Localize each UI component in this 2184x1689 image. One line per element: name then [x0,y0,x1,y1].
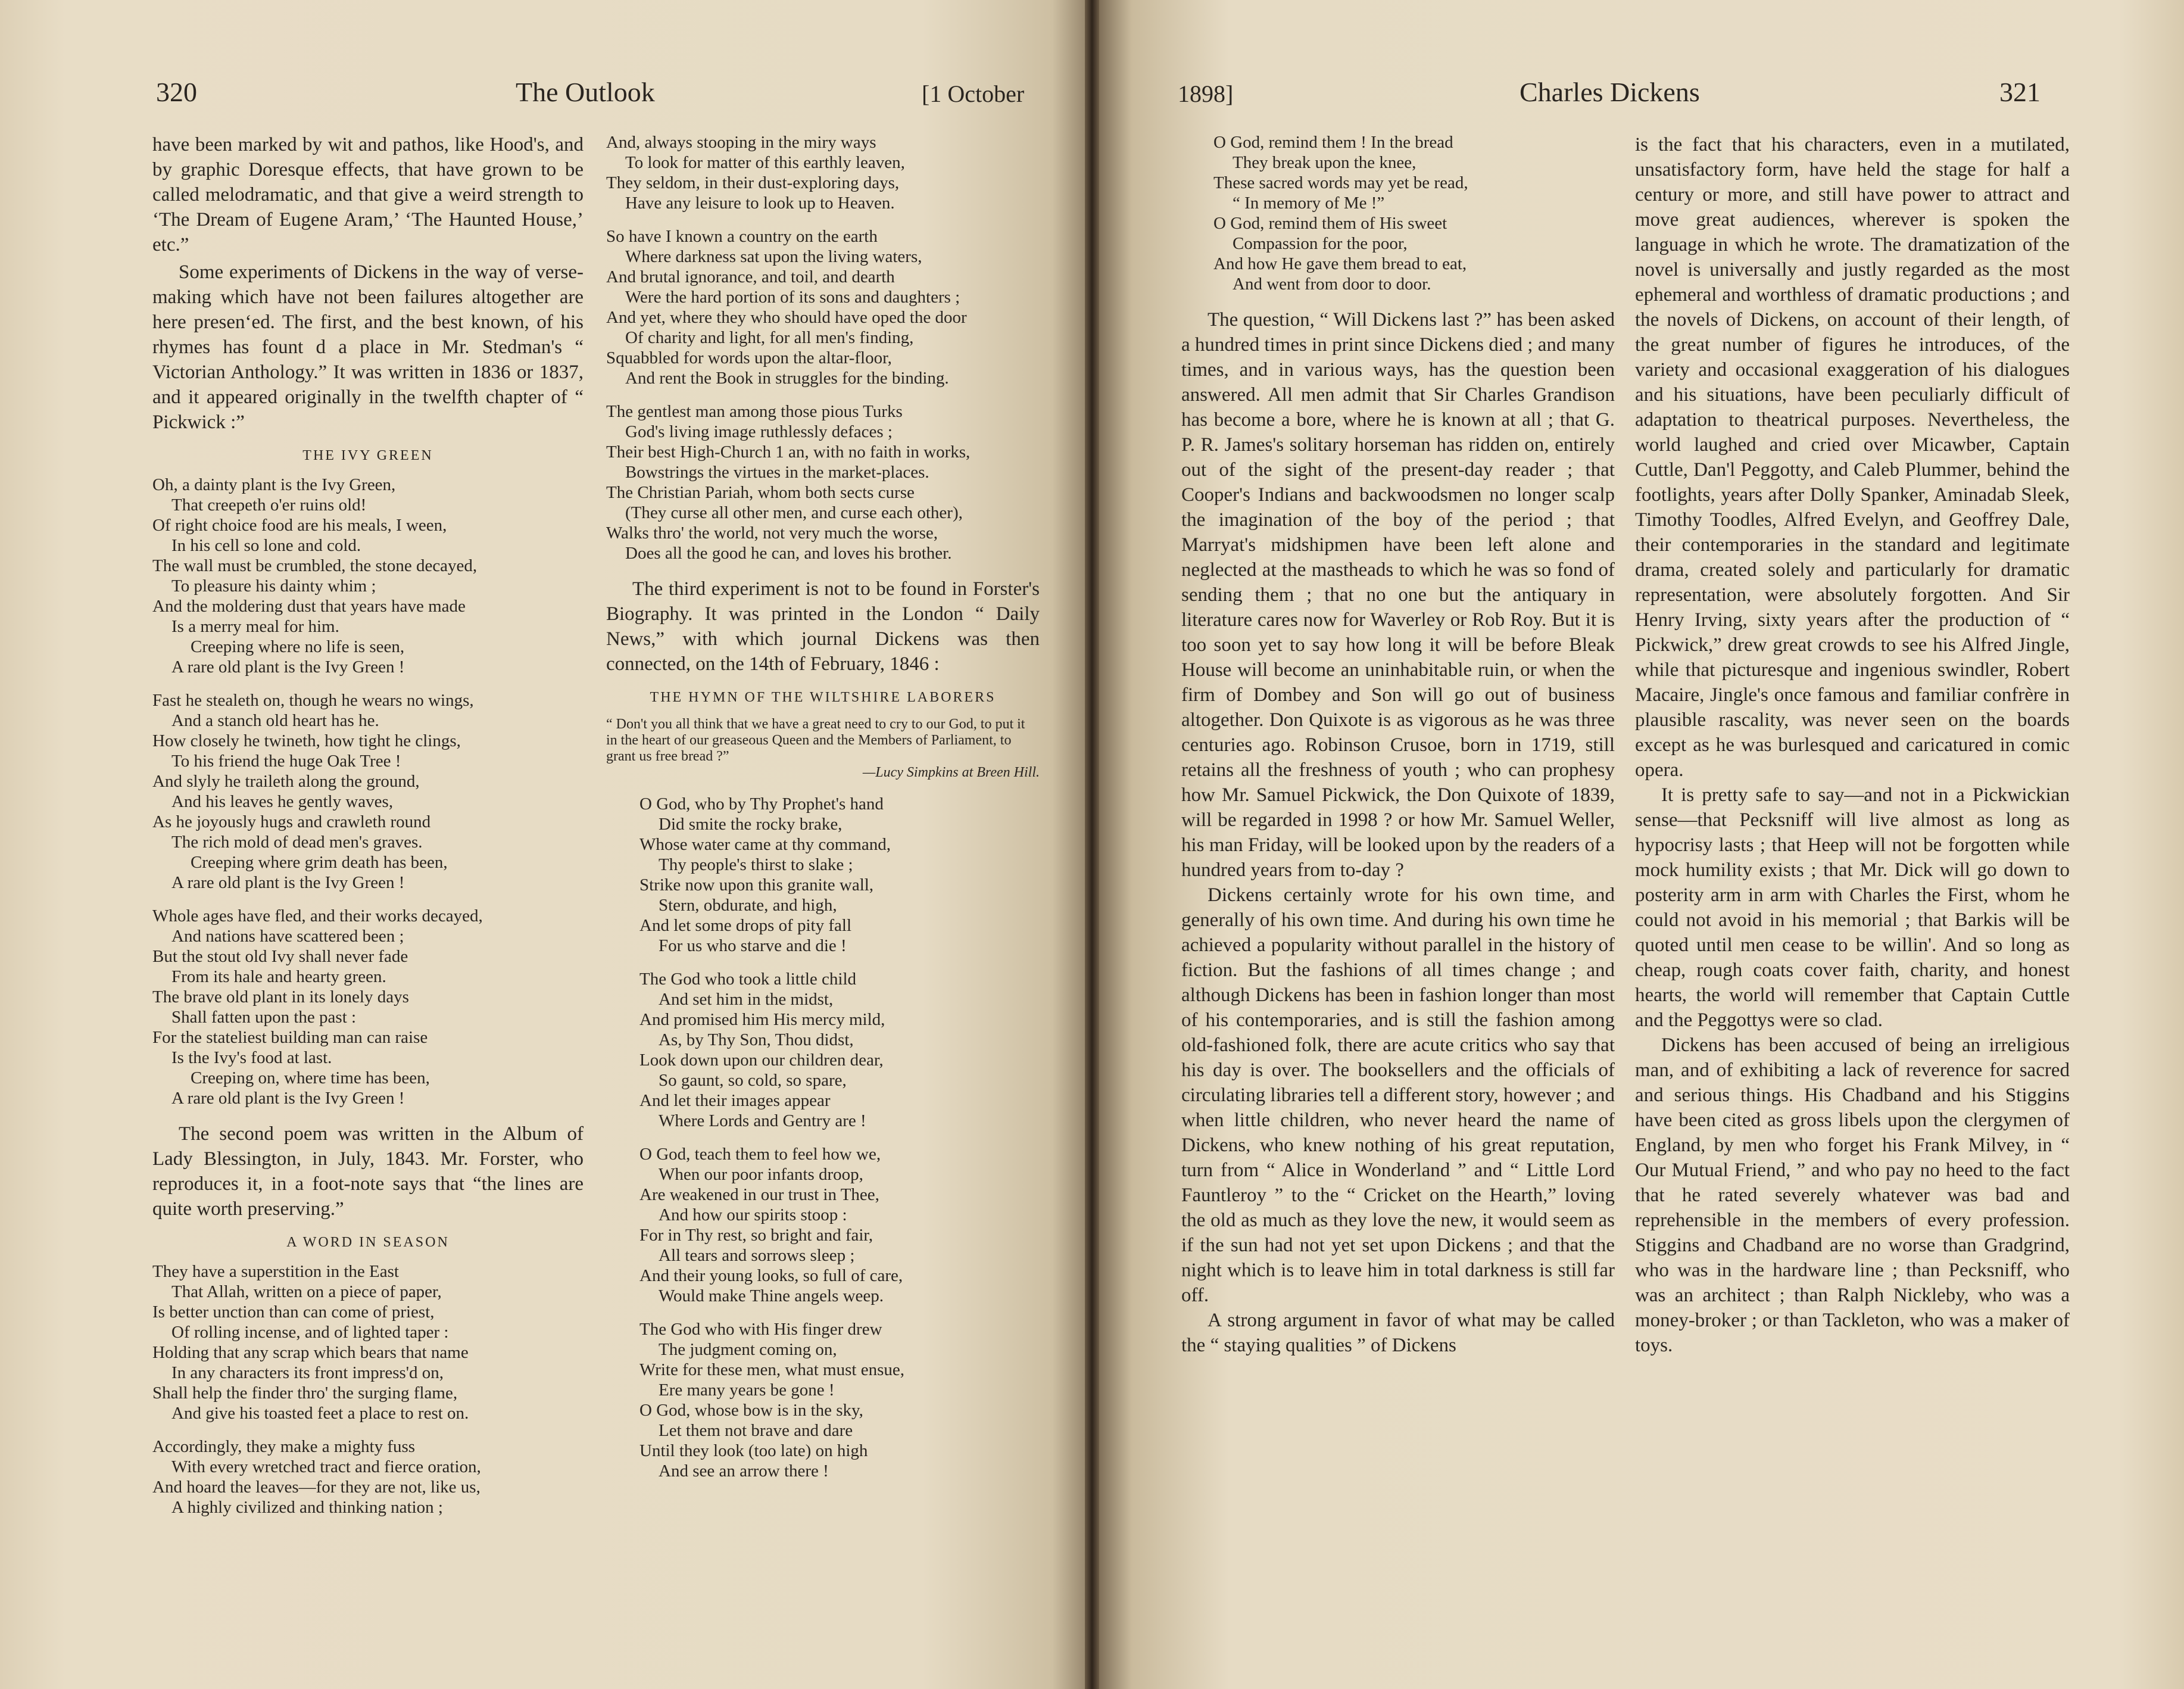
poem-title: A WORD IN SEASON [286,1235,450,1250]
verse-line: Of rolling incense, and of lighted taper : [171,1323,449,1342]
verse-line: Creeping where no life is seen, [191,637,405,656]
paragraph: Dickens certainly wrote for his own time, and generally of his own time. And during his own time he achieved a popularity without parallel in the history of fiction. But the fashions of all times change ; and although Dickens has been in fashion longer than most of his contemporaries, and is still the fashion among old-fashioned folk, there are acute critics who say that his day is over. The booksellers and the officials of circulating libraries tell a different story, however ; and when little children, who never heard the name of Dickens, who knew nothing of his great reputation, turn from “ Alice in Wonderland ” and “ Little Lord Fauntleroy ” to the “ Cricket on the Hearth,” loving the old as much as they love the new, it would seem as if the sun had not yet set upon Dickens ; and that the night which is to leave him in total darkness is still far off. [1181,884,1615,1306]
verse-line: And promised him His mercy mild, [639,1010,885,1029]
verse-line: In any characters its front impress'd on, [171,1363,444,1382]
verse-line: The Christian Pariah, whom both sects curse [606,483,915,502]
stanza [152,906,584,1108]
verse-line: Have any leisure to look up to Heaven. [625,194,895,213]
verse-line: Of right choice food are his meals, I ween, [152,516,447,535]
verse-line: And a stanch old heart has he. [171,711,379,730]
paragraph: It is pretty safe to say—and not in a Pickwickian sense—that Pecksniff will live almost as long as hypocrisy lasts ; that Heep will not be forgotten while mock humility exists ; that Mr. Dick will go down to posterity arm in arm with Charles the First, whom he could not avoid in his memorial ; that Barkis will be quoted until men cease to be willin'. And so long as cheap, rough coats cover faith, charity, and honest hearts, the world will remember that Captain Cuttle and the Peggottys were so clad. [1635,784,2070,1031]
poem-hymn [606,794,1040,1481]
paragraph: have been marked by wit and pathos, like Hood's, and by graphic Doresque effects, that have grown to be called melodramatic, and that give a weird strength to ‘The Dream of Eugene Aram,’ ‘The Haunted House,’ etc.” [152,134,584,255]
epigraph-attribution: —Lucy Simpkins at Breen Hill. [862,765,1040,780]
verse-line: Stern, obdurate, and high, [659,896,837,915]
running-title-left: The Outlook [516,77,655,107]
verse-line: And their young looks, so full of care, [639,1266,903,1285]
verse-line: Look down upon our children dear, [639,1051,884,1070]
verse-line: Were the hard portion of its sons and daughters ; [625,288,960,307]
verse-line: Write for these men, what must ensue, [639,1360,904,1379]
left-column-2 [606,132,1040,1494]
verse-line: So have I known a country on the earth [606,227,878,246]
verse-line: O God, remind them ! In the bread [1213,133,1453,152]
verse-line: Compassion for the poor, [1233,234,1408,253]
verse-line: Of charity and light, for all men's finding, [625,328,914,347]
verse-line: Strike now upon this granite wall, [639,875,874,895]
poem-word-in-season [152,1261,584,1517]
verse-line: The brave old plant in its lonely days [152,987,409,1006]
verse-line: And see an arrow there ! [659,1461,829,1481]
right-column-2 [1635,132,2070,1358]
verse-line: With every wretched tract and fierce oration, [171,1457,481,1476]
verse-line: Accordingly, they make a mighty fuss [152,1437,416,1456]
running-date-right: 1898] [1178,80,1234,107]
verse-line: Did smite the rocky brake, [659,815,843,834]
verse-line: The gentlest man among those pious Turks [606,402,903,421]
verse-line: And went from door to door. [1233,275,1431,294]
verse-line: To pleasure his dainty whim ; [171,576,376,596]
verse-line: The God who took a little child [639,970,857,989]
verse-line: For the stateliest building man can raise [152,1028,428,1047]
stanza [606,226,1040,388]
verse-line: The wall must be crumbled, the stone decayed, [152,556,478,575]
verse-line: As, by Thy Son, Thou didst, [659,1030,854,1049]
verse-line: Would make Thine angels weep. [659,1286,884,1305]
verse-line: To look for matter of this earthly leaven, [625,153,905,172]
verse-line: Is the Ivy's food at last. [171,1048,332,1067]
verse-line: But the stout old Ivy shall never fade [152,947,408,966]
stanza [152,690,584,893]
verse-line: Is better unction than can come of priest, [152,1302,435,1322]
verse-line: How closely he twineth, how tight he clings, [152,731,461,750]
paragraph: The third experiment is not to be found in Forster's Biography. It was printed in the London “ Daily News,” with which journal Dickens was then connected, on the 14th of February, 1846 : [606,578,1040,675]
paragraph: The second poem was written in the Album of Lady Blessington, in July, 1843. Mr. Forster, who reproduces it, in a foot-note says that “the lines are quite worth preserving.” [152,1123,584,1220]
paragraph: A strong argument in favor of what may be called the “ staying qualities ” of Dickens [1181,1310,1615,1356]
verse-line: And nations have scattered been ; [171,927,404,946]
verse-line: The God who with His finger drew [639,1320,882,1339]
verse-line: So gaunt, so cold, so spare, [659,1071,847,1090]
stanza [639,1144,1040,1306]
page-number-left: 320 [156,77,197,107]
epigraph-text: “ Don't you all think that we have a great need to cry to our God, to put it in the heart of our greaseous Queen and the Members of Parliament, to grant us free bread ?” [606,716,1025,764]
verse-line: From its hale and hearty green. [171,967,386,986]
left-page [0,0,1085,1689]
verse-line: Where Lords and Gentry are ! [659,1111,866,1130]
verse-line: Thy people's thirst to slake ; [659,855,853,874]
verse-line: Holding that any scrap which bears that name [152,1343,469,1362]
running-date-left: [1 October [922,80,1025,107]
verse-line: And his leaves he gently waves, [171,792,394,811]
stanza [639,794,1040,956]
verse-line: God's living image ruthlessly defaces ; [625,422,893,441]
verse-line: And let their images appear [639,1091,831,1110]
book-gutter [1085,0,1099,1689]
verse-line: Creeping where grim death has been, [191,853,448,872]
stanza [152,1436,584,1517]
stanza [606,401,1040,563]
verse-line: O God, who by Thy Prophet's hand [639,794,884,814]
verse-line: A rare old plant is the Ivy Green ! [171,1089,405,1108]
poem-hymn-cont [1181,132,1615,294]
verse-line: Their best High-Church 1 an, with no faith in works, [606,442,971,462]
verse-line: And how our spirits stoop : [659,1205,847,1224]
verse-line: In his cell so lone and cold. [171,536,361,555]
verse-line: And give his toasted feet a place to rest on. [171,1404,469,1423]
verse-line: The judgment coming on, [659,1340,837,1359]
poem-title: THE HYMN OF THE WILTSHIRE LABORERS [650,690,996,705]
verse-line: A rare old plant is the Ivy Green ! [171,657,405,677]
paragraph: Some experiments of Dickens in the way of verse-making which have not been failures altogether are here presen‘ed. The first, and the best known, of his rhymes has fount d a place in Mr. Stedman's “ Victorian Anthology.” It was written in 1836 or 1837, and it appeared originally in the twelfth chapter of “ Pickwick :” [152,261,584,433]
verse-line: They break upon the knee, [1233,153,1417,172]
verse-line: And hoard the leaves—for they are not, like us, [152,1478,481,1497]
paragraph: The question, “ Will Dickens last ?” has been asked a hundred times in print since Dickens died ; and many times, and in various ways, has the question been answered. All men admit that Sir Charles Grandison has become a bore, where he is known at all ; that G. P. R. James's solitary horseman has ridden on, entirely out of the sight of the present-day reader ; that Cooper's Indians and backwoodsmen no longer scalp the imagination of the boy of the period ; that Marryat's midshipmen have been left alone and neglected at the mastheads to which he was so fond of sending them ; that no one but the antiquary in literature cares now for Waverley or Rob Roy. But it is too soon yet to say how long it will be before Bleak House will become an uninhabitable ruin, or when the firm of Dombey and Son will go out of business altogether. Don Quixote is as vigorous as he was three centuries ago. Robinson Crusoe, born in 1719, still retains all the freshness of youth ; who can prophesy how Mr. Samuel Pickwick, the Don Quixote of 1839, will be regarded in 1998 ? or how Mr. Samuel Weller, his man Friday, will be looked upon by the readers of a hundred years from to-day ? [1181,309,1615,881]
verse-line: O God, whose bow is in the sky, [639,1401,863,1420]
verse-line: O God, teach them to feel how we, [639,1145,881,1164]
verse-line: Whole ages have fled, and their works decayed, [152,906,483,925]
verse-line: The rich mold of dead men's graves. [171,833,423,852]
verse-line: For us who starve and die ! [659,936,847,955]
verse-line: Oh, a dainty plant is the Ivy Green, [152,475,396,494]
verse-line: When our poor infants droop, [659,1165,863,1184]
verse-line: They seldom, in their dust-exploring days, [606,173,900,192]
verse-line: (They curse all other men, and curse each other), [625,503,963,522]
poem-word-in-season-cont [606,132,1040,563]
verse-line: Until they look (too late) on high [639,1441,868,1460]
verse-line: Walks thro' the world, not very much the worse, [606,523,938,543]
verse-line: And, always stooping in the miry ways [606,133,876,152]
verse-line: And rent the Book in struggles for the binding. [625,369,949,388]
verse-line: Ere many years be gone ! [659,1381,835,1400]
epigraph [606,716,1040,781]
paragraph: Dickens has been accused of being an irreligious man, and of exhibiting a lack of reverence for sacred and serious things. His Chadband and his Stiggins have been cited as gross libels upon the clergymen of England, by men who forget his Frank Milvey, in “ Our Mutual Friend, ” and who pay no heed to the fact that he rated severely whatever was bad and reprehensible in the members of every profession. Stiggins and Chadband are no worse than Gradgrind, who was in the hardware line ; than Pecksniff, who was an architect ; than Ralph Nickleby, who was a money-broker ; or than Tackleton, who was a maker of toys. [1635,1034,2070,1356]
verse-line: And brutal ignorance, and toil, and dearth [606,267,895,286]
verse-line: That Allah, written on a piece of paper, [171,1282,442,1301]
verse-line: Squabbled for words upon the altar-floor, [606,348,892,367]
verse-line: Where darkness sat upon the living waters, [625,247,922,266]
right-page [1099,0,2184,1689]
verse-line: And yet, where they who should have oped the door [606,308,967,327]
verse-line: They have a superstition in the East [152,1262,399,1281]
verse-line: And let some drops of pity fall [639,916,852,935]
verse-line: And set him in the midst, [659,990,834,1009]
verse-line: Whose water came at thy command, [639,835,891,854]
verse-line: Fast he stealeth on, though he wears no wings, [152,691,474,710]
verse-line: Bowstrings the virtues in the market-places. [625,463,929,482]
verse-line: And how He gave them bread to eat, [1213,254,1467,273]
verse-line: A highly civilized and thinking nation ; [171,1498,443,1517]
verse-line: Let them not brave and dare [659,1421,853,1440]
verse-line: Does all the good he can, and loves his brother. [625,544,952,563]
stanza [606,132,1040,213]
stanza [1213,132,1615,294]
verse-line: Is a merry meal for him. [171,617,339,636]
verse-line: That creepeth o'er ruins old! [171,496,367,515]
stanza [152,1261,584,1423]
verse-line: Shall fatten upon the past : [171,1008,357,1027]
verse-line: And slyly he traileth along the ground, [152,772,420,791]
paragraph: is the fact that his characters, even in a mutilated, unsatisfactory form, have held the stage for half a century or more, and still have power to attract and move great audiences, wherever is spoken the language in which he wrote. The dramatization of the novel is universally and justly regarded as the most ephemeral and worthless of dramatic productions ; and the novels of Dickens, on account of their length, of the great number of figures he introduces, of the variety and occasional exaggeration of his dialogues and his situations, have been peculiarly difficult of adaptation to theatrical purposes. Nevertheless, the world laughed and cried over Micawber, Captain Cuttle, Dan'l Peggotty, and Caleb Plummer, behind the footlights, years after Dolly Spanker, Aminadab Sleek, Timothy Toodles, Alfred Evelyn, and Geoffrey Dale, their contemporaries in the standard and legitimate drama, created solely and particularly for dramatic representation, were absolutely forgotten. And Sir Henry Irving, sixty years after the production of “ Pickwick,” drew great crowds to see his Alfred Jingle, while that picturesque and ingenious swindler, Robert Macaire, Jingle's once famous and familiar confrère in plausible rascality, was never seen on the boards except as he was burlesqued and caricatured in comic opera. [1635,134,2070,781]
stanza [639,1319,1040,1481]
running-title-right: Charles Dickens [1520,77,1700,107]
verse-line: And the moldering dust that years have made [152,597,466,616]
verse-line: For in Thy rest, so bright and fair, [639,1226,873,1245]
verse-line: To his friend the huge Oak Tree ! [171,752,401,771]
poem-ivy-green [152,475,584,1108]
stanza [152,475,584,677]
poem-title: THE IVY GREEN [302,448,433,463]
stanza [639,969,1040,1131]
verse-line: A rare old plant is the Ivy Green ! [171,873,405,892]
verse-line: Are weakened in our trust in Thee, [639,1185,879,1204]
verse-line: O God, remind them of His sweet [1213,214,1447,233]
verse-line: Shall help the finder thro' the surging flame, [152,1383,458,1403]
verse-line: As he joyously hugs and crawleth round [152,812,431,831]
verse-line: All tears and sorrows sleep ; [659,1246,855,1265]
page-number-right: 321 [1999,77,2041,107]
verse-line: “ In memory of Me !” [1233,194,1385,213]
verse-line: These sacred words may yet be read, [1213,173,1468,192]
verse-line: Creeping on, where time has been, [191,1068,430,1087]
left-column-1 [152,132,584,1531]
right-column-1 [1181,132,1615,1358]
